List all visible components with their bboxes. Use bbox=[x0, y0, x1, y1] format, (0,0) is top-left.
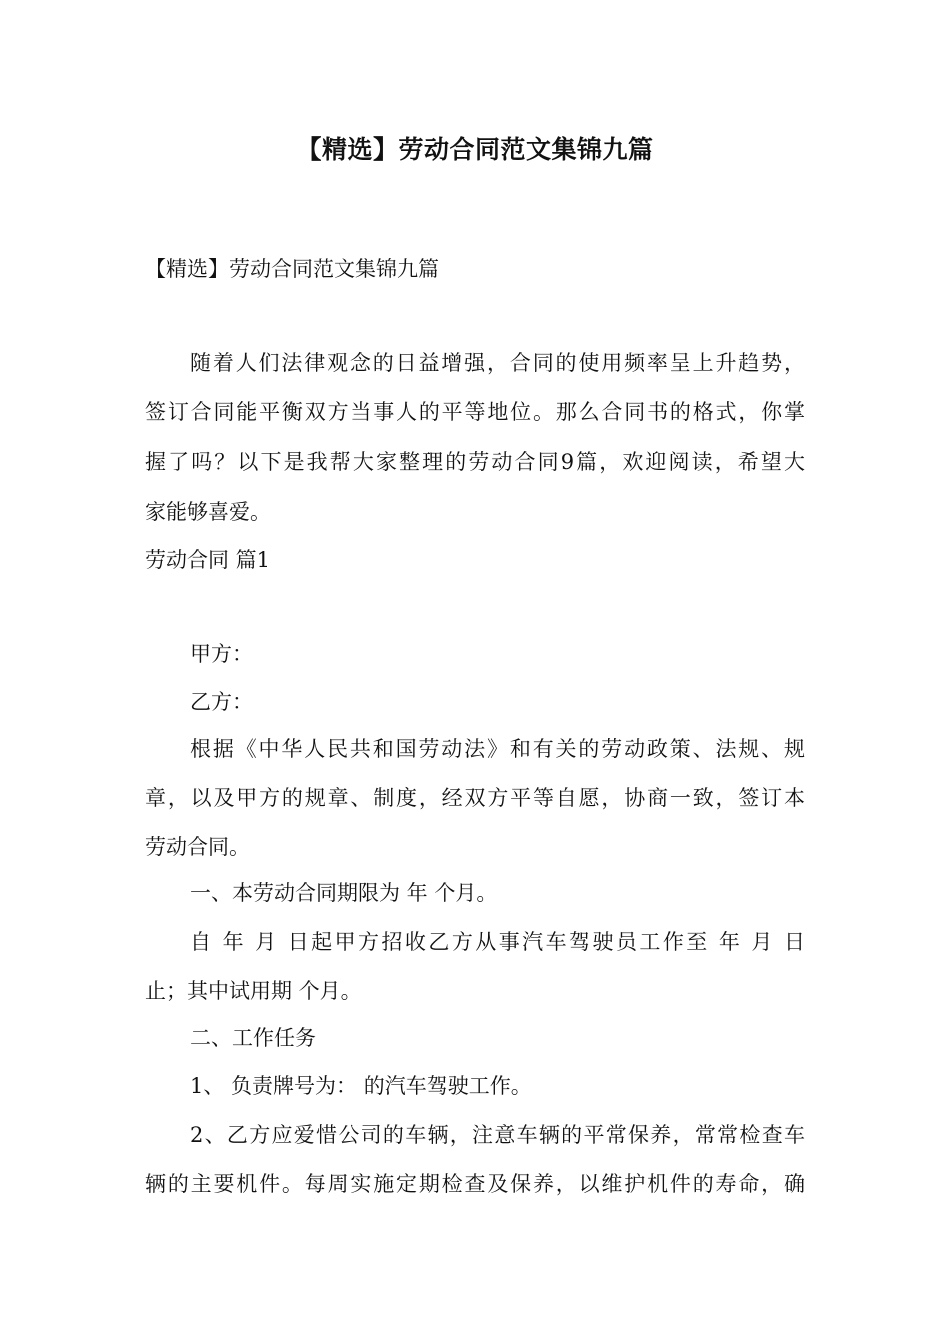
basis-line: 章，以及甲方的规章、制度，经双方平等自愿，协商一致，签订本 bbox=[145, 786, 805, 810]
section-heading: 劳动合同 篇1 bbox=[145, 548, 271, 572]
task-item-2: 辆的主要机件。每周实施定期检查及保养，以维护机件的寿命，确 bbox=[145, 1172, 805, 1196]
clause-tasks-heading: 二、工作任务 bbox=[190, 1026, 316, 1050]
task-item-1: 1、 负责牌号为： 的汽车驾驶工作。 bbox=[190, 1074, 532, 1098]
basis-line: 劳动合同。 bbox=[145, 835, 250, 859]
clause-term-detail: 自 年 月 日起甲方招收乙方从事汽车驾驶员工作至 年 月 日 bbox=[190, 930, 805, 954]
document-subtitle: 【精选】劳动合同范文集锦九篇 bbox=[145, 257, 439, 281]
intro-line: 随着人们法律观念的日益增强，合同的使用频率呈上升趋势， bbox=[190, 351, 805, 375]
basis-line: 根据《中华人民共和国劳动法》和有关的劳动政策、法规、规 bbox=[190, 737, 805, 761]
intro-line: 家能够喜爱。 bbox=[145, 500, 271, 524]
party-a-label: 甲方： bbox=[190, 642, 253, 666]
intro-line: 握了吗？以下是我帮大家整理的劳动合同9篇，欢迎阅读，希望大 bbox=[145, 450, 805, 474]
document-title: 【精选】劳动合同范文集锦九篇 bbox=[296, 135, 654, 164]
party-b-label: 乙方： bbox=[190, 690, 253, 714]
task-item-2: 2、乙方应爱惜公司的车辆，注意车辆的平常保养，常常检查车 bbox=[190, 1123, 805, 1147]
intro-line: 签订合同能平衡双方当事人的平等地位。那么合同书的格式，你掌 bbox=[145, 400, 805, 424]
clause-term: 一、本劳动合同期限为 年 个月。 bbox=[190, 881, 498, 905]
clause-term-detail: 止；其中试用期 个月。 bbox=[145, 979, 362, 1003]
